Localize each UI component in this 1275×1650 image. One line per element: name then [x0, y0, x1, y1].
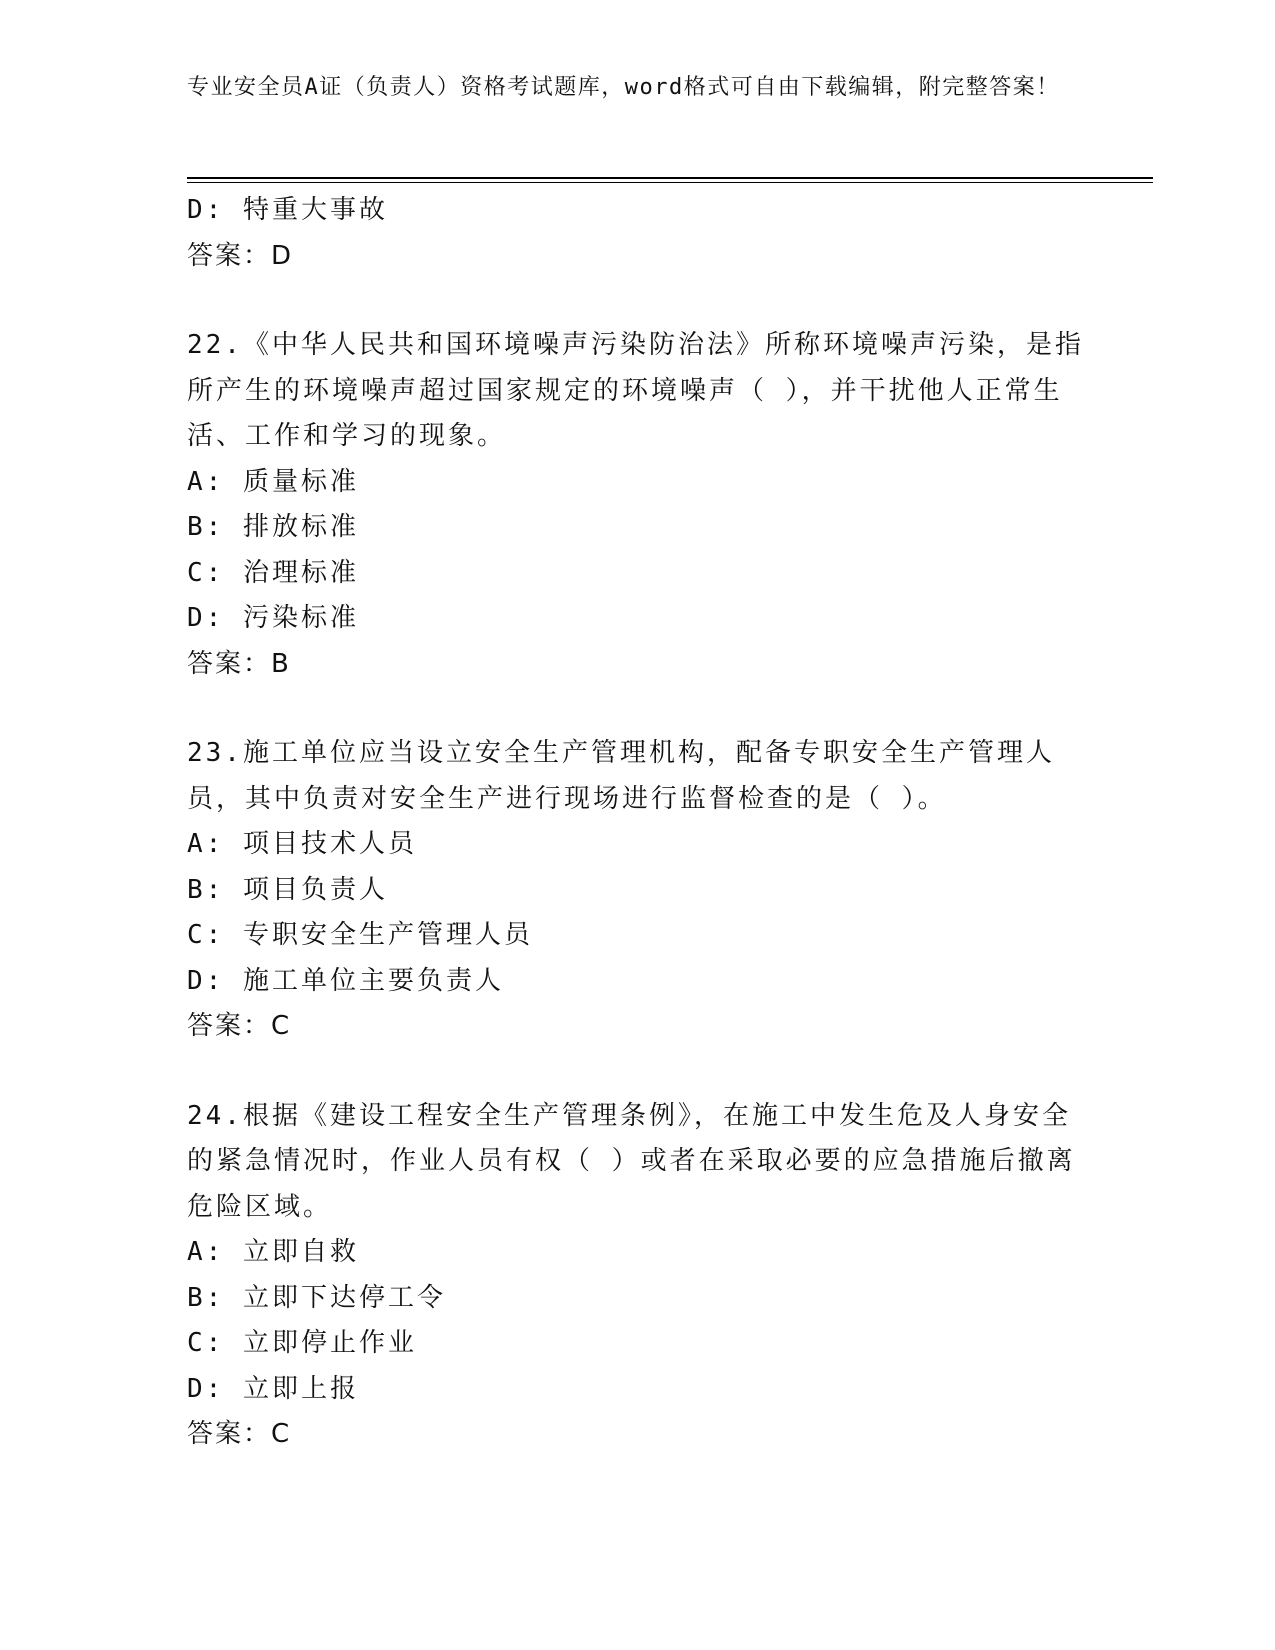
page-header-title: 专业安全员A证（负责人）资格考试题库，word格式可自由下载编辑，附完整答案！ — [187, 75, 1060, 100]
spacer — [187, 279, 1087, 323]
option-c: C: 治理标准 — [187, 557, 359, 588]
option-c: C: 专职安全生产管理人员 — [187, 920, 533, 950]
question-24 — [187, 1094, 1087, 1458]
question-23 — [187, 731, 1087, 1050]
spacer — [187, 1050, 1087, 1094]
option-a: A: 质量标准 — [187, 466, 359, 497]
spacer — [187, 687, 1087, 731]
question-content — [187, 188, 1087, 1458]
question-stem: 23.施工单位应当设立安全生产管理机构，配备专职安全生产管理人员，其中负责对安全生产进行现场进行监督检查的是（ ）。 — [187, 738, 1055, 814]
option-c: C: 立即停止作业 — [187, 1328, 417, 1358]
option-d: D: 立即上报 — [187, 1373, 359, 1404]
option-d: D: 特重大事故 — [187, 195, 388, 225]
option-a: A: 立即自救 — [187, 1237, 359, 1267]
option-b: B: 项目负责人 — [187, 874, 388, 905]
question-stem: 24.根据《建设工程安全生产管理条例》，在施工中发生危及人身安全的紧急情况时，作业人员有权（ ）或者在采取必要的应急措施后撤离危险区域。 — [187, 1100, 1076, 1222]
header-divider-thick — [187, 177, 1153, 179]
carryover-question — [187, 188, 1087, 279]
option-b: B: 立即下达停工令 — [187, 1282, 446, 1313]
answer-line: 答案：B — [187, 648, 291, 679]
header-divider-thin — [187, 182, 1153, 183]
option-d: D: 污染标准 — [187, 603, 359, 633]
question-22 — [187, 323, 1087, 687]
option-a: A: 项目技术人员 — [187, 829, 417, 859]
option-d: D: 施工单位主要负责人 — [187, 965, 504, 996]
answer-line: 答案：C — [187, 1011, 292, 1041]
answer-line: 答案：D — [187, 240, 294, 271]
answer-line: 答案：C — [187, 1419, 292, 1449]
question-stem: 22.《中华人民共和国环境噪声污染防治法》所称环境噪声污染，是指所产生的环境噪声超过国家规定的环境噪声（ ），并干扰他人正常生活、工作和学习的现象。 — [187, 330, 1084, 451]
option-b: B: 排放标准 — [187, 512, 359, 542]
